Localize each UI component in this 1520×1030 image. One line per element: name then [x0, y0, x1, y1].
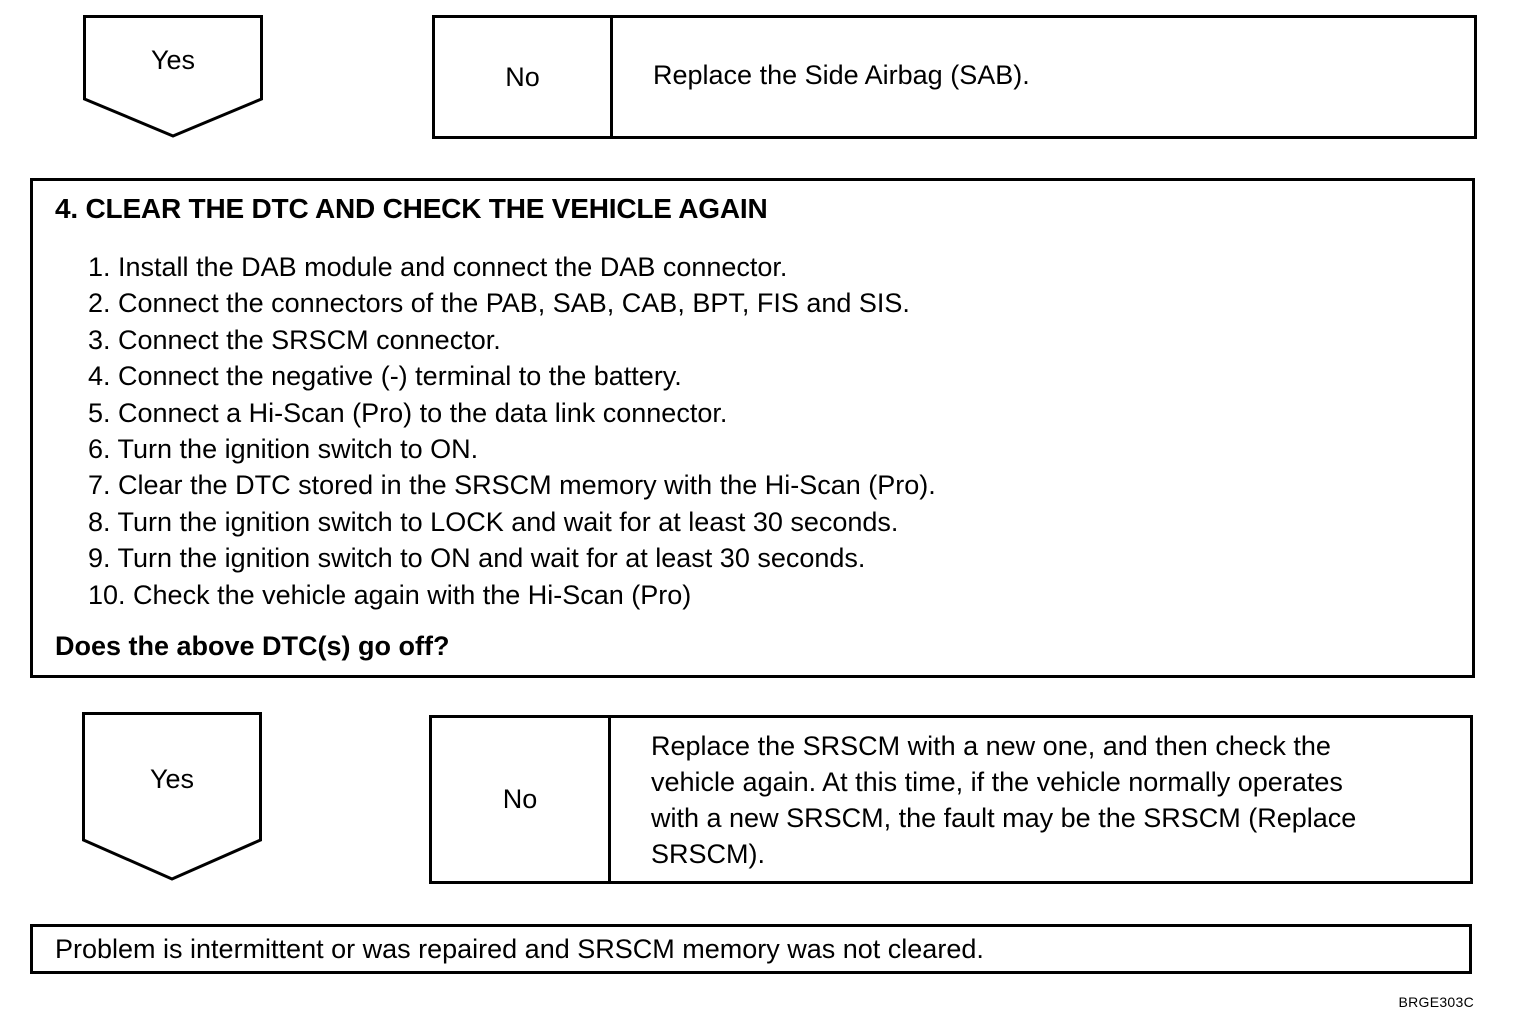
no-branch-1 — [432, 15, 1477, 139]
no-action-2 — [611, 718, 1470, 881]
list-item: 6. Turn the ignition switch to ON. — [88, 433, 479, 464]
no-branch-2 — [429, 715, 1473, 884]
down-arrow-shape-icon — [82, 712, 262, 882]
list-item: 3. Connect the SRSCM connector. — [88, 324, 501, 355]
no-action-1: Replace the Side Airbag (SAB). — [653, 60, 1030, 90]
list-item: 4. Connect the negative (-) terminal to the battery. — [88, 361, 682, 392]
step-4-question: Does the above DTC(s) go off? — [55, 631, 450, 661]
yes-arrow-2 — [82, 712, 262, 882]
yes-arrow-1 — [83, 15, 263, 140]
figure-code: BRGE303C — [1398, 994, 1474, 1010]
list-item: 7. Clear the DTC stored in the SRSCM memory with the Hi-Scan (Pro). — [88, 470, 936, 501]
list-item: 5. Connect a Hi-Scan (Pro) to the data link connector. — [88, 397, 728, 428]
no-label-2: No — [432, 718, 611, 881]
step-4-list — [88, 249, 936, 613]
yes-label-2: Yes — [149, 764, 195, 794]
no-action-2-line: Replace the SRSCM with a new one, and then check the — [651, 730, 1331, 761]
list-item: 9. Turn the ignition switch to ON and wait for at least 30 seconds. — [88, 543, 866, 574]
no-action-2-line: SRSCM). — [651, 838, 765, 869]
list-item: 8. Turn the ignition switch to LOCK and wait for at least 30 seconds. — [88, 506, 899, 537]
list-item: 10. Check the vehicle again with the Hi-Scan (Pro) — [88, 579, 692, 610]
no-action-2-line: vehicle again. At this time, if the vehicle normally operates — [651, 766, 1343, 797]
result-text: Problem is intermittent or was repaired and SRSCM memory was not cleared. — [55, 933, 984, 964]
down-arrow-shape-icon — [83, 15, 263, 140]
step-4-title: 4. CLEAR THE DTC AND CHECK THE VEHICLE AGAIN — [55, 193, 768, 224]
no-label-1: No — [435, 18, 613, 136]
result-box — [30, 924, 1472, 974]
step-4-box — [30, 178, 1475, 678]
list-item: 1. Install the DAB module and connect the DAB connector. — [88, 252, 788, 282]
list-item: 2. Connect the connectors of the PAB, SAB, CAB, BPT, FIS and SIS. — [88, 288, 910, 319]
no-action-2-line: with a new SRSCM, the fault may be the SRSCM (Replace — [651, 802, 1357, 833]
yes-label-1: Yes — [150, 45, 196, 75]
